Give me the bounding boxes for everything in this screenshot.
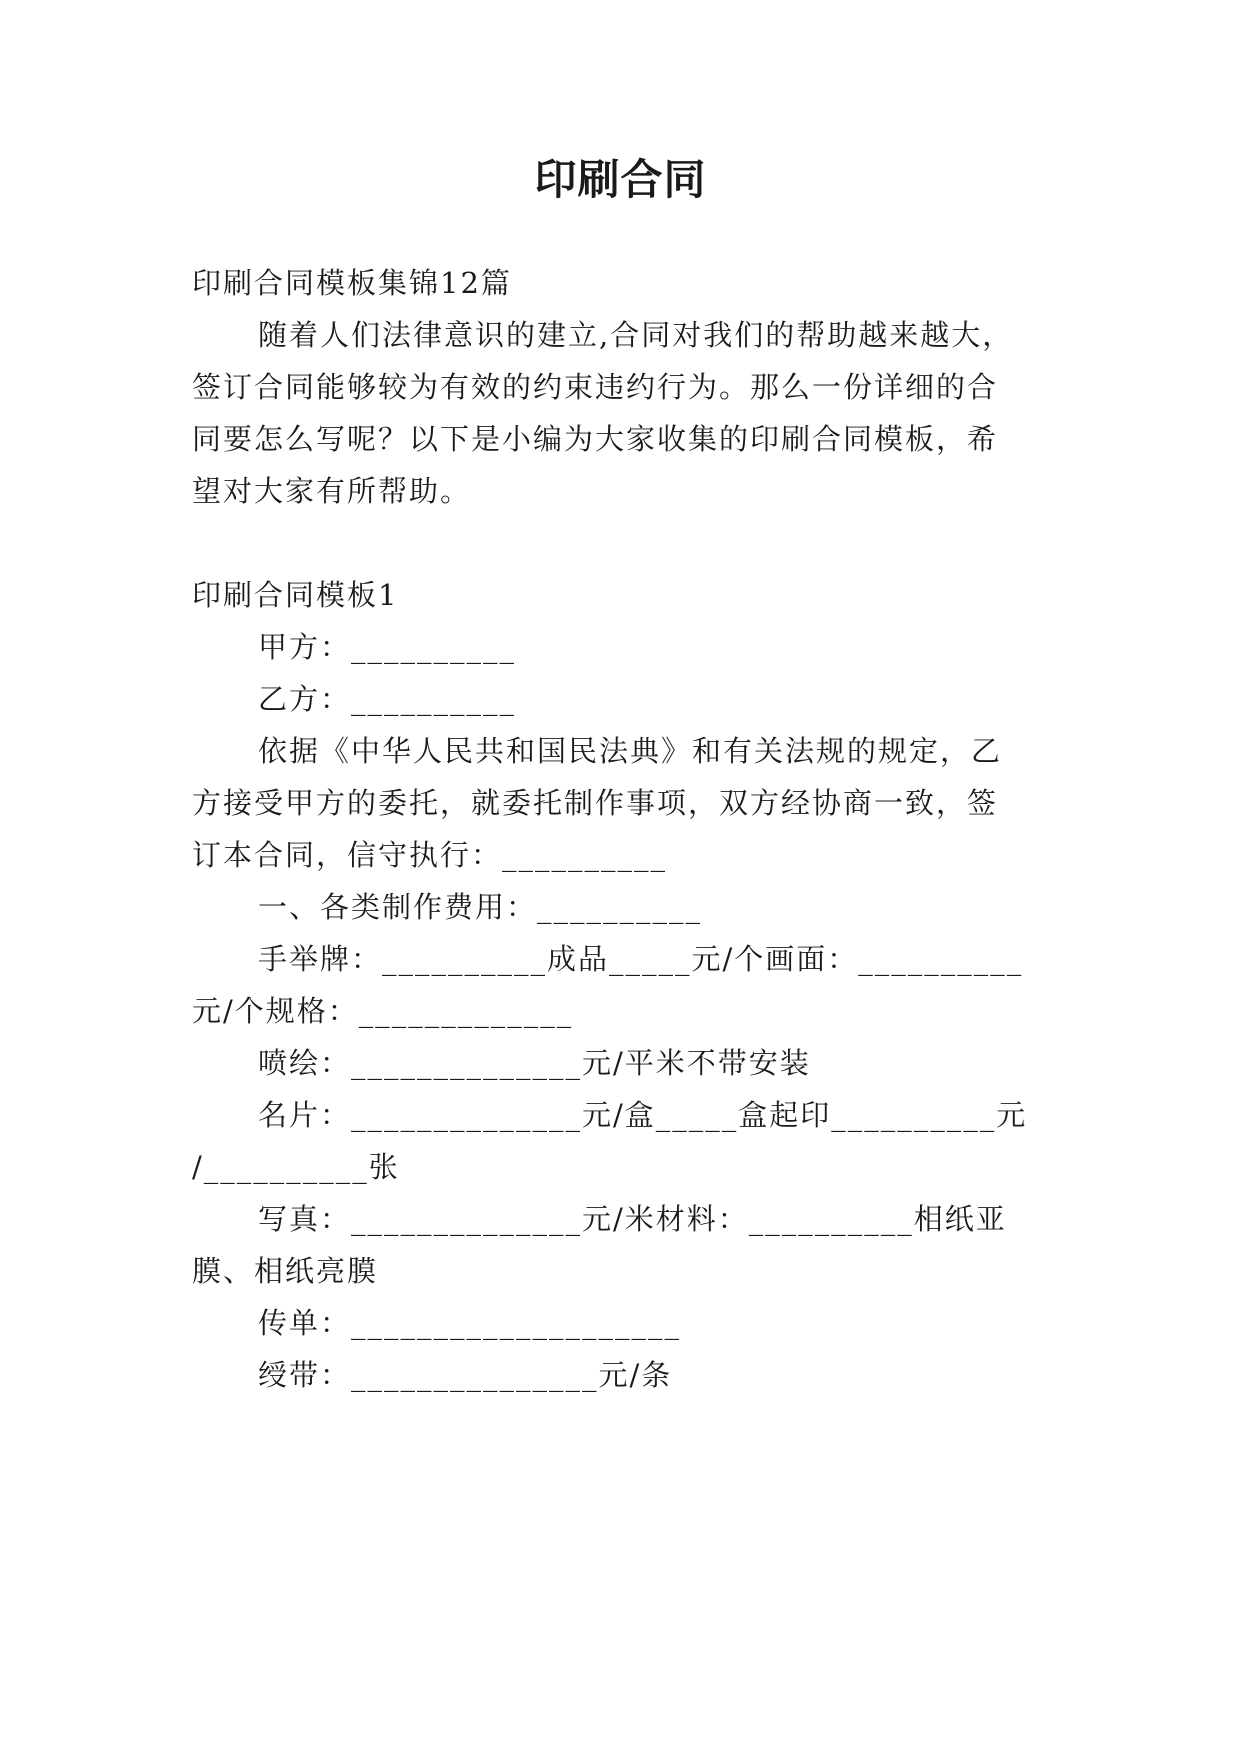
intro-paragraph-line: 望对大家有所帮助。: [192, 474, 472, 508]
contract-paragraph-line: 方接受甲方的委托，就委托制作事项，双方经协商一致，签: [192, 786, 999, 820]
section-heading: 印刷合同模板1: [192, 578, 399, 612]
intro-paragraph-line: 随着人们法律意识的建立,合同对我们的帮助越来越大，: [258, 318, 1014, 352]
fee-item-line: 绶带：_______________元/条: [258, 1358, 673, 1392]
clause-heading: 一、各类制作费用：__________: [258, 890, 703, 924]
fee-item-line: 传单：____________________: [258, 1306, 682, 1340]
fee-item-line: 喷绘：______________元/平米不带安装: [258, 1046, 811, 1080]
fee-item-line: /__________张: [192, 1150, 400, 1184]
fee-item-line: 写真：______________元/米材料：__________相纸亚: [258, 1202, 1007, 1236]
fee-item-line: 手举牌：__________成品_____元/个画面：__________: [258, 942, 1024, 976]
page-title: 印刷合同: [534, 155, 707, 204]
fee-item-line: 膜、相纸亮膜: [192, 1254, 379, 1288]
party-b-line: 乙方：__________: [258, 682, 517, 716]
fee-item-line: 元/个规格：_____________: [192, 994, 574, 1028]
intro-paragraph-line: 同要怎么写呢？以下是小编为大家收集的印刷合同模板，希: [192, 422, 999, 456]
document-subtitle: 印刷合同模板集锦12篇: [192, 266, 512, 300]
fee-item-line: 名片：______________元/盒_____盒起印__________元: [258, 1098, 1028, 1132]
intro-paragraph-line: 签订合同能够较为有效的约束违约行为。那么一份详细的合: [192, 370, 999, 404]
party-a-line: 甲方：__________: [258, 630, 517, 664]
contract-paragraph-line: 依据《中华人民共和国民法典》和有关法规的规定，乙: [258, 734, 1003, 768]
contract-paragraph-line: 订本合同，信守执行：__________: [192, 838, 668, 872]
